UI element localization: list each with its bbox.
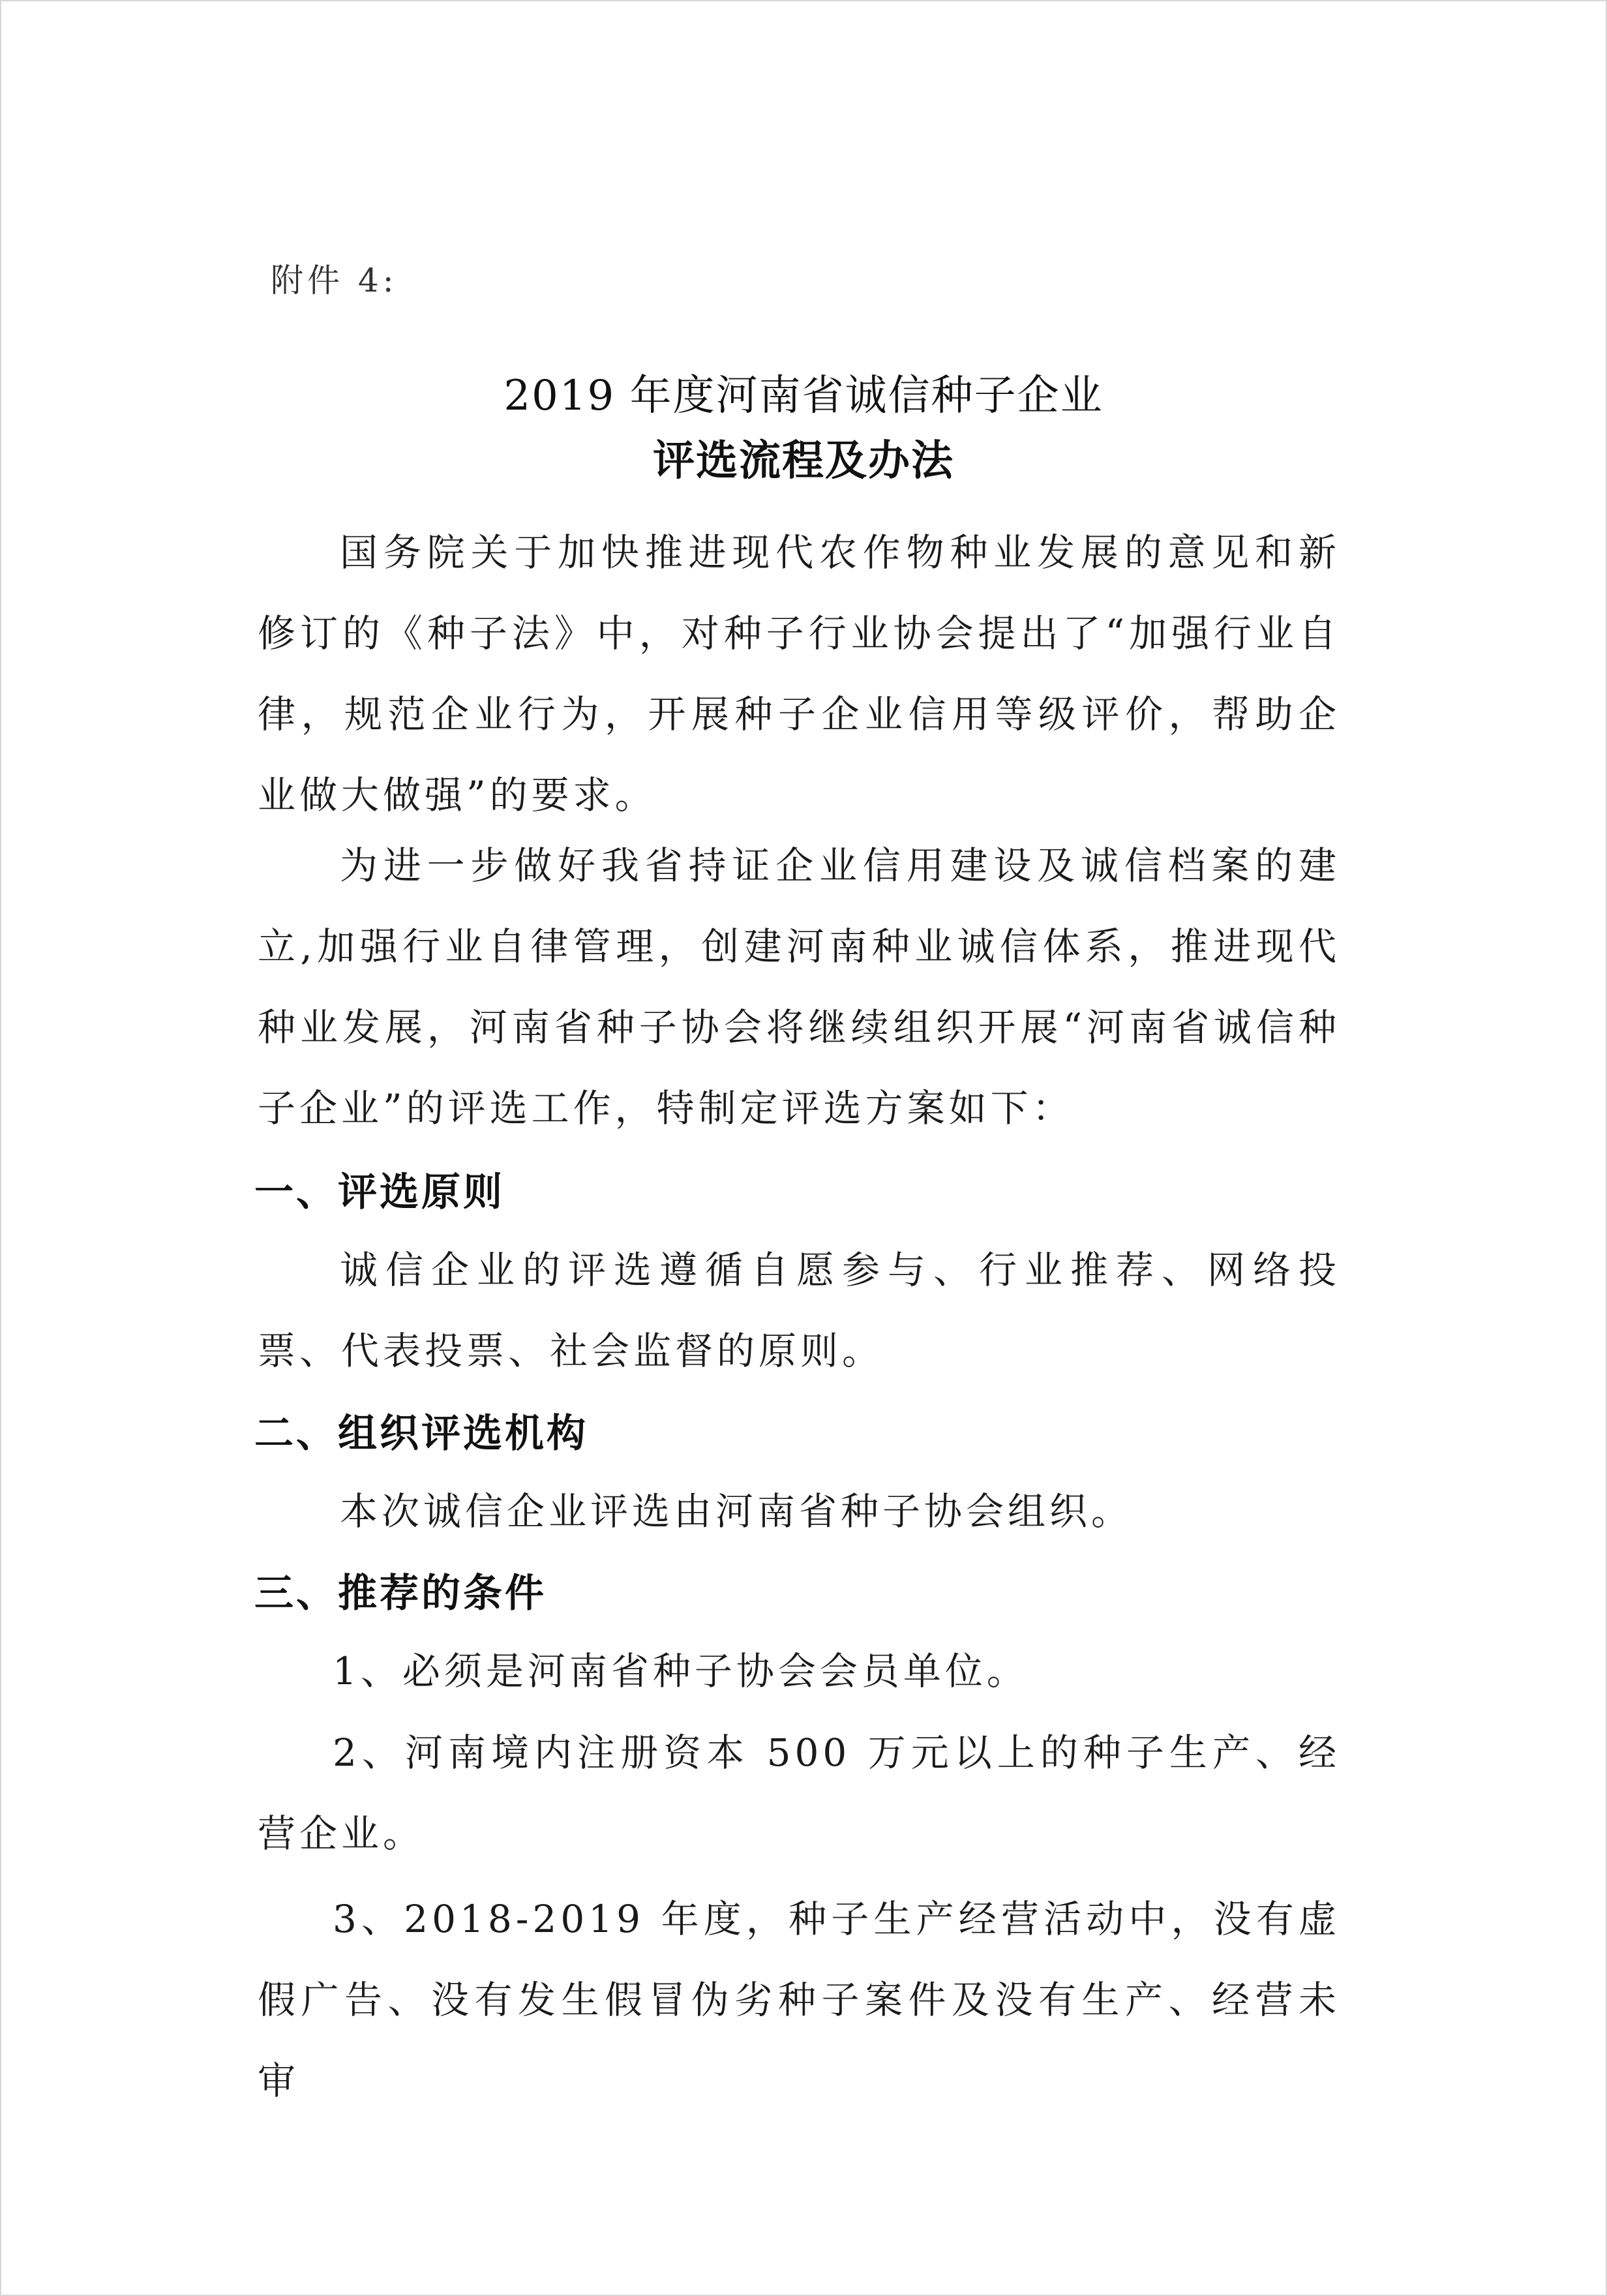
attachment-label: 附件 4: [271, 262, 398, 299]
condition-item-2: 2、河南境内注册资本 500 万元以上的种子生产、经营企业。 [258, 1730, 1340, 1856]
document-title-line-2: 评选流程及办法 [653, 436, 954, 485]
section-heading-principles: 一、评选原则 [254, 1170, 505, 1215]
document-title-line-1: 2019 年度河南省诚信种子企业 [503, 372, 1104, 420]
condition-item-3: 3、2018-2019 年度，种子生产经营活动中，没有虚假广告、没有发生假冒伪劣种子案件及没有生产、经营未审 [258, 1897, 1340, 2103]
condition-item-1: 1、必须是河南省种子协会会员单位。 [333, 1649, 1029, 1693]
section-body-organization: 本次诚信企业评选由河南省种子协会组织。 [340, 1489, 1134, 1533]
section-heading-organization: 二、组织评选机构 [254, 1411, 588, 1457]
intro-paragraph-2: 为进一步做好我省持证企业信用建设及诚信档案的建立,加强行业自律管理，创建河南种业诚信体系，推进现代种业发展，河南省种子协会将继续组织开展“河南省诚信种子企业”的评选工作，特制定评选方案如下： [258, 843, 1340, 1130]
section-heading-conditions: 三、推荐的条件 [254, 1571, 547, 1616]
section-body-principles: 诚信企业的评选遵循自愿参与、行业推荐、网络投票、代表投票、社会监督的原则。 [258, 1248, 1340, 1373]
intro-paragraph-1: 国务院关于加快推进现代农作物种业发展的意见和新修订的《种子法》中，对种子行业协会提出了“加强行业自律，规范企业行为，开展种子企业信用等级评价，帮助企业做大做强”的要求。 [258, 530, 1340, 817]
